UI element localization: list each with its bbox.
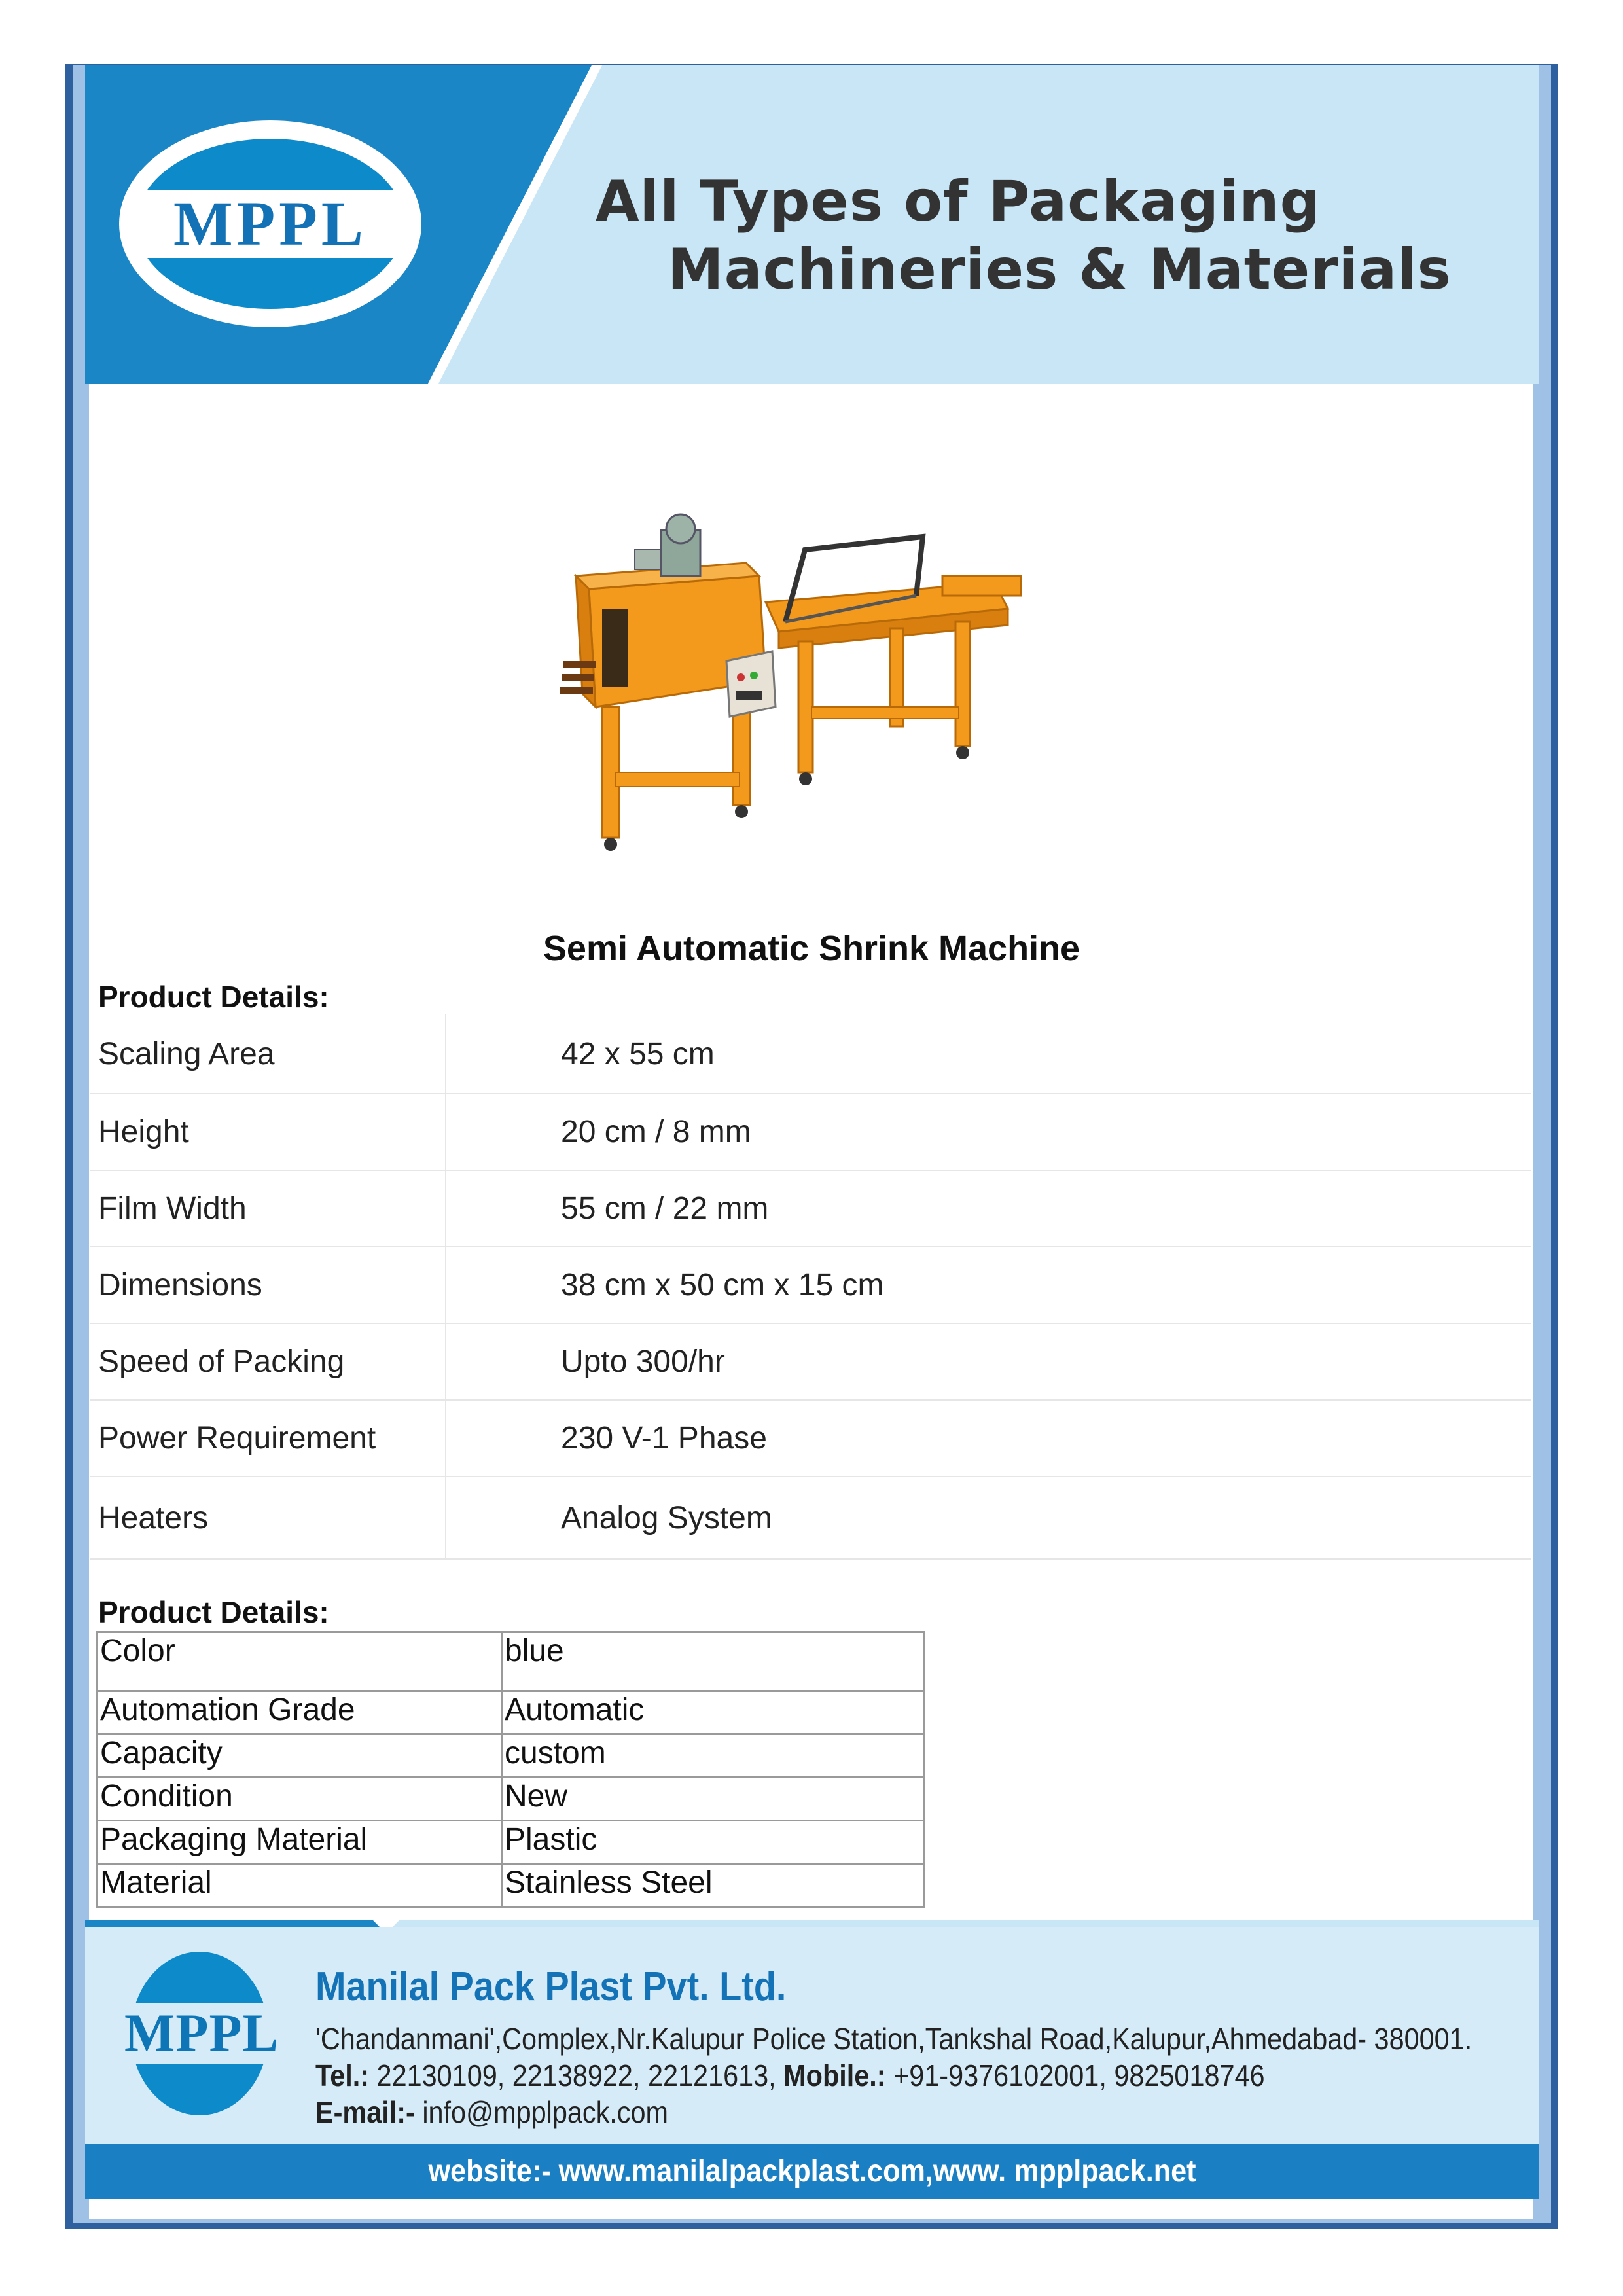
tagline-line1: All Types of Packaging	[596, 169, 1321, 234]
company-address: 'Chandanmani',Complex,Nr.Kalupur Police Station,Tankshal Road,Kalupur,Ahmedabad- 380001.	[315, 2022, 1472, 2056]
spec-value: Upto 300/hr	[561, 1344, 725, 1379]
table-row	[90, 1014, 1531, 1094]
detail-value: blue	[502, 1632, 924, 1691]
table-row	[90, 1401, 1531, 1477]
detail-value: custom	[502, 1734, 924, 1778]
detail-value: New	[502, 1778, 924, 1821]
details-heading: Product Details:	[98, 1595, 329, 1629]
email-value: info@mpplpack.com	[414, 2095, 669, 2129]
detail-label: Material	[98, 1864, 502, 1907]
tel-value: 22130109, 22138922, 22121613,	[369, 2058, 784, 2092]
details-table	[96, 1631, 925, 1908]
detail-value: Automatic	[502, 1691, 924, 1734]
footer-logo-text: MPPL	[124, 2003, 279, 2062]
mobile-value: +91-9376102001, 9825018746	[885, 2058, 1265, 2092]
product-image	[550, 511, 1034, 877]
company-email	[315, 2094, 668, 2130]
spec-label: Height	[98, 1115, 189, 1149]
detail-label: Color	[98, 1632, 502, 1691]
table-row	[90, 1247, 1531, 1324]
detail-value: Plastic	[502, 1821, 924, 1864]
table-row	[98, 1821, 924, 1864]
website-bar	[85, 2144, 1539, 2199]
table-row	[98, 1734, 924, 1778]
email-label: E-mail:-	[315, 2095, 415, 2129]
footer-contact-block	[85, 1927, 1539, 2144]
detail-value: Stainless Steel	[502, 1864, 924, 1907]
spec-label: Dimensions	[98, 1268, 262, 1302]
spec-value: 38 cm x 50 cm x 15 cm	[561, 1268, 884, 1302]
table-row	[90, 1171, 1531, 1247]
company-name: Manilal Pack Plast Pvt. Ltd.	[315, 1964, 787, 2009]
specs-column-divider	[445, 1014, 446, 1560]
table-row	[98, 1691, 924, 1734]
spec-value: 42 x 55 cm	[561, 1036, 715, 1071]
detail-label: Packaging Material	[98, 1821, 502, 1864]
spec-value: 55 cm / 22 mm	[561, 1191, 769, 1226]
table-row	[98, 1864, 924, 1907]
table-row	[90, 1324, 1531, 1401]
tel-label: Tel.:	[315, 2058, 370, 2092]
detail-label: Condition	[98, 1778, 502, 1821]
table-row	[90, 1477, 1531, 1560]
specs-heading: Product Details:	[98, 980, 329, 1014]
table-row	[90, 1094, 1531, 1171]
spec-label: Film Width	[98, 1191, 247, 1226]
footer-accent-strip	[85, 1920, 1539, 1927]
header-banner	[85, 65, 1539, 384]
spec-label: Heaters	[98, 1500, 209, 1535]
company-phones	[315, 2058, 1265, 2093]
spec-label: Power Requirement	[98, 1421, 376, 1456]
logo-text: MPPL	[173, 188, 367, 259]
spec-label: Speed of Packing	[98, 1344, 345, 1379]
table-row	[98, 1632, 924, 1691]
spec-value: Analog System	[561, 1500, 772, 1535]
spec-label: Scaling Area	[98, 1036, 275, 1071]
tagline-line2: Machineries & Materials	[668, 237, 1452, 302]
table-row	[98, 1778, 924, 1821]
spec-value: 20 cm / 8 mm	[561, 1115, 751, 1149]
footer-mppl-logo	[124, 1952, 279, 2115]
detail-label: Capacity	[98, 1734, 502, 1778]
specs-table	[90, 1014, 1531, 1560]
mobile-label: Mobile.:	[783, 2058, 886, 2092]
product-title: Semi Automatic Shrink Machine	[543, 929, 1080, 968]
website-text: website:- www.manilalpackplast.com,www. mpplpack.net	[428, 2154, 1196, 2189]
mppl-logo	[119, 120, 421, 327]
detail-label: Automation Grade	[98, 1691, 502, 1734]
spec-value: 230 V-1 Phase	[561, 1421, 767, 1456]
